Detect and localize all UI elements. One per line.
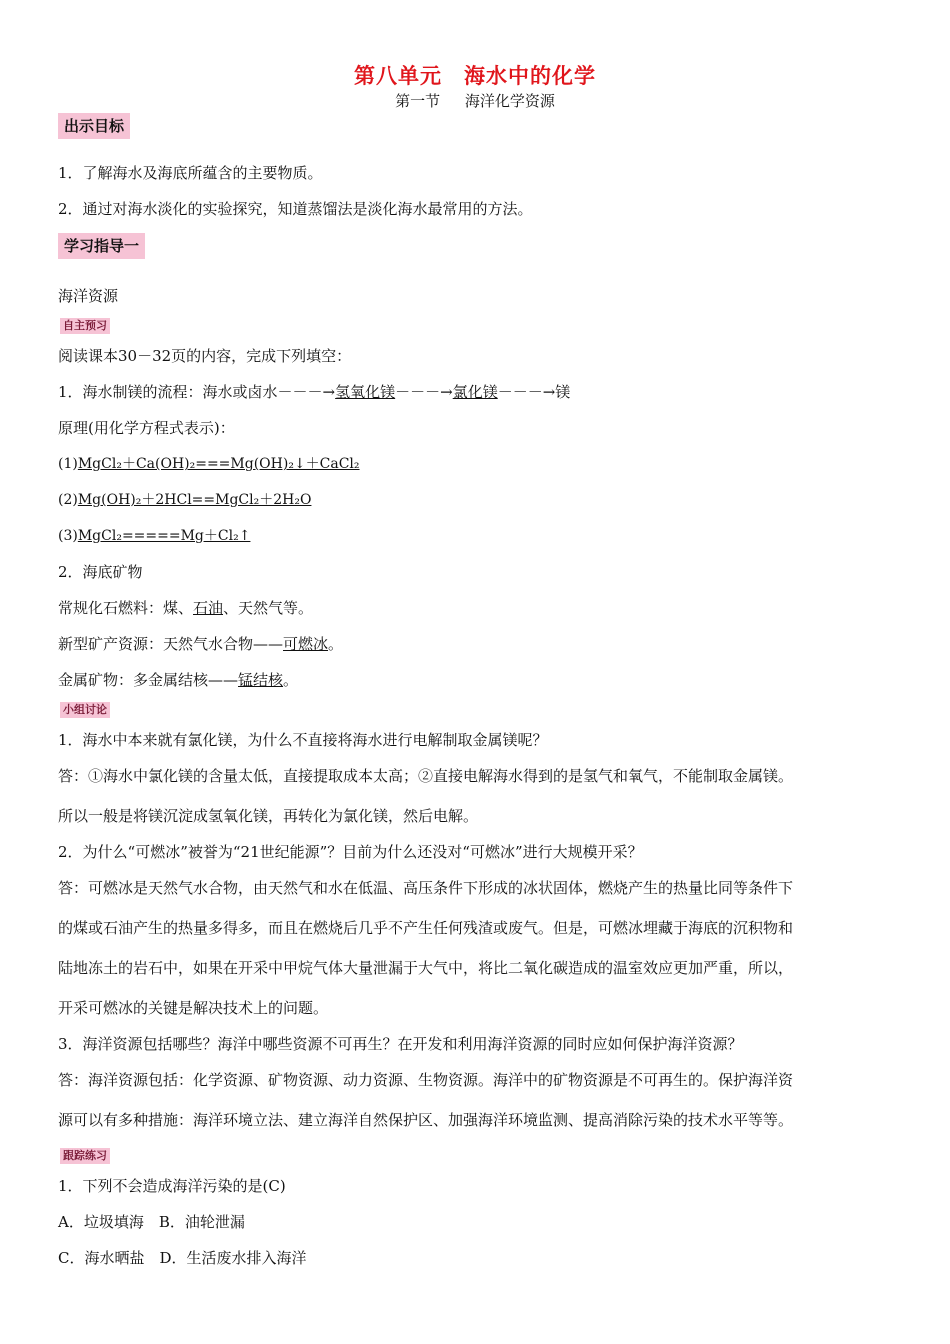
section-number: 第一节 <box>395 92 441 110</box>
new-mineral-line <box>58 634 898 654</box>
discussion-line: 3．海洋资源包括哪些？海洋中哪些资源不可再生？在开发和利用海洋资源的同时应如何保护海洋资源？ <box>58 1035 743 1053</box>
discussion-line: 1．海水中本来就有氯化镁，为什么不直接将海水进行电解制取金属镁呢？ <box>58 731 548 749</box>
new-mineral-suffix: 。 <box>328 635 344 653</box>
mg-process-answer-1: 氢氧化镁 <box>335 383 396 401</box>
group-discussion-tag: 小组讨论 <box>60 702 110 718</box>
metal-mineral-prefix: 金属矿物：多金属结核—— <box>58 671 239 689</box>
discussion-line: 答：海洋资源包括：化学资源、矿物资源、动力资源、生物资源。海洋中的矿物资源是不可再生的。保护海洋资 <box>58 1071 794 1089</box>
equation-1-text: MgCl₂＋Ca(OH)₂===Mg(OH)₂↓＋CaCl₂ <box>77 456 360 472</box>
metal-mineral-answer: 锰结核 <box>238 671 284 689</box>
self-study-tag: 自主预习 <box>60 318 110 334</box>
equation-1 <box>58 454 898 474</box>
equation-2-text: Mg(OH)₂＋2HCl==MgCl₂＋2H₂O <box>77 492 312 508</box>
discussion-line: 开采可燃冰的关键是解决技术上的问题。 <box>58 999 329 1017</box>
discussion-line: 2．为什么“可燃冰”被誉为“21世纪能源”？目前为什么还没对“可燃冰”进行大规模开采？ <box>58 843 643 861</box>
discussion-line: 源可以有多种措施：海洋环境立法、建立海洋自然保护区、加强海洋环境监测、提高消除污染的技术水平等等。 <box>58 1111 794 1129</box>
minerals-heading: 2．海底矿物 <box>58 563 143 581</box>
mg-process-line <box>58 382 898 402</box>
discussion-line: 陆地冻土的岩石中，如果在开采中甲烷气体大量泄漏于大气中，将比二氧化碳造成的温室效应更加严重，所以， <box>58 959 794 977</box>
practice-options-cd: C．海水晒盐 D．生活废水排入海洋 <box>58 1249 307 1267</box>
discussion-line: 答：①海水中氯化镁的含量太低，直接提取成本太高；②直接电解海水得到的是氢气和氧气，不能制取金属镁。 <box>58 767 794 785</box>
new-mineral-prefix: 新型矿产资源：天然气水合物—— <box>58 635 284 653</box>
unit-title: 第八单元 海水中的化学 <box>354 64 596 88</box>
equation-3 <box>58 526 898 546</box>
mg-process-answer-2: 氯化镁 <box>452 383 498 401</box>
equation-1-label: (1) <box>58 456 78 472</box>
fossil-prefix: 常规化石燃料：煤、 <box>58 599 194 617</box>
new-mineral-answer: 可燃冰 <box>283 635 329 653</box>
discussion-line: 的煤或石油产生的热量多得多，而且在燃烧后几乎不产生任何残渣或废气。但是，可燃冰埋藏于海底的沉积物和 <box>58 919 794 937</box>
topic-heading: 海洋资源 <box>58 287 119 305</box>
principle-label: 原理(用化学方程式表示)： <box>58 419 235 437</box>
equation-3-label: (3) <box>58 528 78 544</box>
fossil-answer: 石油 <box>193 599 224 617</box>
mg-process-end: －－－→镁 <box>497 383 571 401</box>
section-heading <box>0 90 950 111</box>
metal-mineral-line <box>58 670 898 690</box>
practice-options-ab: A．垃圾填海 B．油轮泄漏 <box>58 1213 245 1231</box>
fossil-fuel-line <box>58 598 898 618</box>
objectives-tag: 出示目标 <box>58 113 130 139</box>
metal-mineral-suffix: 。 <box>283 671 299 689</box>
equation-2 <box>58 490 898 510</box>
equation-3-text: MgCl₂=====Mg＋Cl₂↑ <box>77 528 251 544</box>
fossil-suffix: 、天然气等。 <box>223 599 314 617</box>
objective-2: 2．通过对海水淡化的实验探究，知道蒸馏法是淡化海水最常用的方法。 <box>58 200 533 218</box>
objective-1: 1．了解海水及海底所蕴含的主要物质。 <box>58 164 323 182</box>
equation-2-label: (2) <box>58 492 78 508</box>
practice-tag: 跟踪练习 <box>60 1148 110 1164</box>
guide-tag: 学习指导一 <box>58 233 145 259</box>
self-study-intro: 阅读课本30－32页的内容，完成下列填空： <box>58 347 352 365</box>
discussion-line: 所以一般是将镁沉淀成氢氧化镁，再转化为氯化镁，然后电解。 <box>58 807 479 825</box>
section-title: 海洋化学资源 <box>464 92 555 110</box>
discussion-line: 答：可燃冰是天然气水合物，由天然气和水在低温、高压条件下形成的冰状固体，燃烧产生的热量比同等条件下 <box>58 879 794 897</box>
mg-process-arrow: －－－→ <box>395 383 453 401</box>
practice-question: 1．下列不会造成海洋污染的是(C) <box>58 1177 286 1195</box>
mg-process-prefix: 1．海水制镁的流程：海水或卤水－－－→ <box>58 383 336 401</box>
